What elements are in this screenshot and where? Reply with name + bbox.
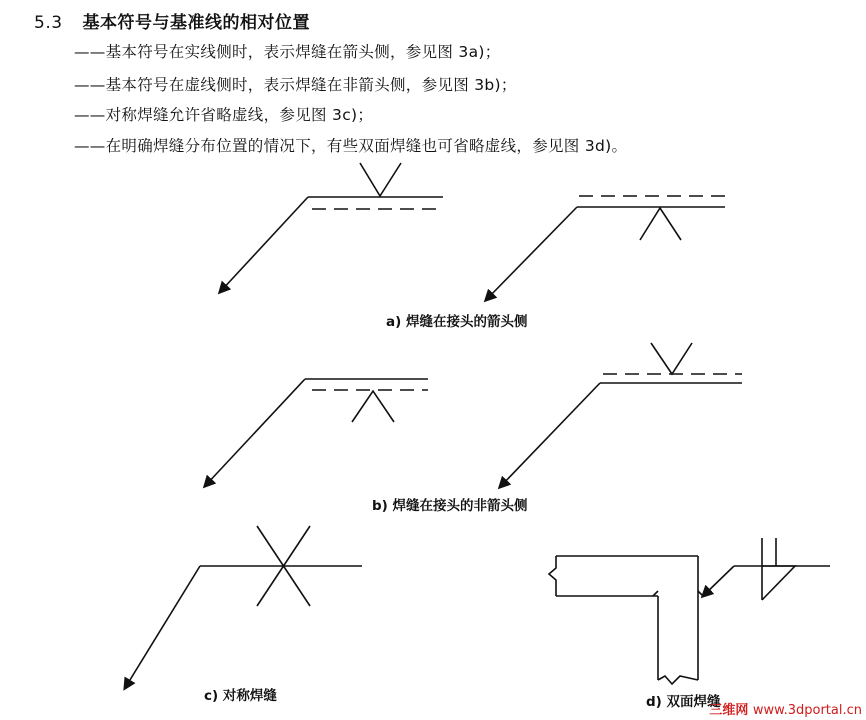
list-item: ——在明确焊缝分布位置的情况下，有些双面焊缝也可省略虚线，参见图 3d)。 xyxy=(74,137,628,155)
list-item: ——基本符号在实线侧时，表示焊缝在箭头侧，参见图 3a)； xyxy=(74,43,501,61)
list-item: ——对称焊缝允许省略虚线，参见图 3c)； xyxy=(74,106,374,124)
caption-figure-b: b) 焊缝在接头的非箭头侧 xyxy=(372,498,528,514)
figure-d-diagram xyxy=(549,538,830,684)
watermark-site: www.3dportal.cn xyxy=(752,703,862,718)
caption-figure-a: a) 焊缝在接头的箭头侧 xyxy=(386,314,528,330)
section-number: 5.3 xyxy=(34,13,63,33)
figure-a2-diagram xyxy=(486,196,725,300)
list-item: ——基本符号在虚线侧时，表示焊缝在非箭头侧，参见图 3b)； xyxy=(74,76,517,94)
caption-figure-c: c) 对称焊缝 xyxy=(204,688,277,704)
caption-figure-d: d) 双面焊缝 xyxy=(646,694,721,710)
figure-c-diagram xyxy=(125,526,362,688)
figure-b2-diagram xyxy=(500,343,742,487)
section-title: 基本符号与基准线的相对位置 xyxy=(82,13,311,33)
figure-a1-diagram xyxy=(220,163,443,292)
figure-b1-diagram xyxy=(205,379,428,486)
watermark-brand: 三维网 xyxy=(709,703,749,718)
watermark xyxy=(709,699,862,718)
